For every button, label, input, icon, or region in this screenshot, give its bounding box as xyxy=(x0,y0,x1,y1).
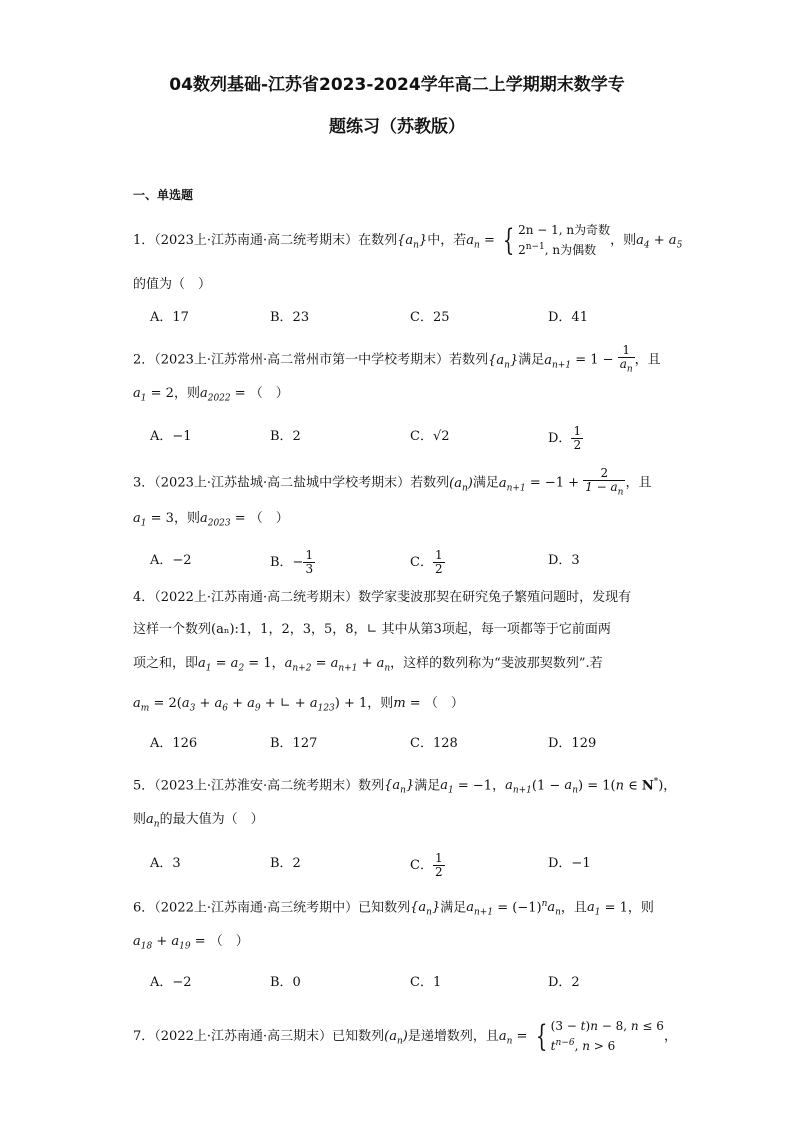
q4-option-d[interactable]: D．129 xyxy=(548,736,597,751)
q6-option-d[interactable]: D．2 xyxy=(548,975,580,990)
q4-stem-line4: $a_m = 2(a_3 + a_6 + a_9$ + ∟ + $a_{123}) + 1$，则m = （ ） xyxy=(133,696,464,714)
q5-options xyxy=(0,851,794,879)
q1-stem-line2: 的值为（ ） xyxy=(133,277,212,292)
q5-option-c[interactable]: C． $\frac{1}{2}$ xyxy=(410,851,443,879)
q3-options xyxy=(0,548,794,576)
q3-option-c[interactable]: C． $\frac{1}{2}$ xyxy=(410,548,443,576)
q7-stem: 7．（2022上·江苏南通·高三期末）已知数列$(a_n)$是递增数列，且$a_n$ = { (3 − t)n − 8, n ≤ 6 $t^{n-6}$, n > 6， xyxy=(133,1018,677,1054)
q3-option-d[interactable]: D．3 xyxy=(548,553,580,568)
q2-option-c[interactable]: C．√2 xyxy=(410,429,450,444)
q5-option-d[interactable]: D．−1 xyxy=(548,856,591,871)
q6-option-a[interactable]: A．−2 xyxy=(150,975,192,990)
q3-option-a[interactable]: A．−2 xyxy=(150,553,192,568)
q4-stem-line3: 项之和，即$a_1 = a_2 = 1$，$a_{n+2} = a_{n+1} + a_n$，这样的数列称为“斐波那契数列”.若 xyxy=(133,656,603,674)
q4-stem-line1: 4．（2022上·江苏南通·高二统考期末）数学家斐波那契在研究兔子繁殖问题时，发现有 xyxy=(133,590,632,605)
q2-option-b[interactable]: B．2 xyxy=(270,429,301,444)
q2-stem: 2．（2023上·江苏常州·高二常州市第一中学校考期末）若数列$\{a_n\}$满足$a_{n+1} = 1$ − $\frac{1}{a_n}$ ，且 xyxy=(133,343,661,375)
q2-stem-line2: $a_1 = 2$，则$a_{2022}$ = （ ） xyxy=(133,386,289,404)
q4-options xyxy=(0,732,794,752)
q4-option-b[interactable]: B．127 xyxy=(270,736,318,751)
q6-stem: 6．（2022上·江苏南通·高三统考期中）已知数列$\{a_n\}$满足$a_{n+1} = (-1)^na_n$，且$a_1 = 1$，则 xyxy=(133,899,654,918)
q5-option-b[interactable]: B．2 xyxy=(270,856,301,871)
q1-options xyxy=(0,306,794,326)
q3-option-b[interactable]: B．− $\frac{1}{3}$ xyxy=(270,548,314,576)
q4-option-c[interactable]: C．128 xyxy=(410,736,458,751)
q5-stem-line2: 则$a_n$的最大值为（ ） xyxy=(133,812,264,830)
q5-stem: 5．（2023上·江苏淮安·高二统考期末）数列$\{a_n\}$满足$a_1 = -1$，$a_{n+1}(1 - a_n) = 1(n$ ∈ N*)， xyxy=(133,777,677,796)
q2-option-d[interactable]: D． $\frac{1}{2}$ xyxy=(548,424,582,452)
q6-option-b[interactable]: B．0 xyxy=(270,975,301,990)
q3-stem-line2: $a_1 = 3$，则$a_{2023}$ = （ ） xyxy=(133,511,289,529)
q3-stem: 3．（2023上·江苏盐城·高二盐城中学校考期末）若数列$(a_n)$满足$a_{n+1} = -1$ + $\frac{2}{1 - a_n}$ ，且 xyxy=(133,466,652,498)
q6-option-c[interactable]: C．1 xyxy=(410,975,442,990)
q6-stem-line2: $a_{18} + a_{19}$ = （ ） xyxy=(133,934,249,952)
q5-option-a[interactable]: A．3 xyxy=(150,856,181,871)
q1-option-b[interactable]: B．23 xyxy=(270,310,310,325)
section-heading: 一、单选题 xyxy=(133,188,194,202)
q2-option-a[interactable]: A．−1 xyxy=(150,429,192,444)
q1-option-c[interactable]: C．25 xyxy=(410,310,450,325)
q1-option-a[interactable]: A．17 xyxy=(150,310,189,325)
q2-options xyxy=(0,424,794,452)
doc-title-line1: 04数列基础-江苏省2023-2024学年高二上学期期末数学专 xyxy=(169,75,625,95)
q1-option-d[interactable]: D．41 xyxy=(548,310,588,325)
q4-stem-line2: 这样一个数列(aₙ):1，1，2，3，5，8，∟ 其中从第3项起，每一项都等于它前面两 xyxy=(133,622,611,637)
doc-title-line2: 题练习（苏教版） xyxy=(329,117,465,137)
q4-option-a[interactable]: A．126 xyxy=(150,736,198,751)
q1-stem: 1．（2023上·江苏南通·高二统考期末）在数列$\{a_n\}$中，若$a_n$ = { 2n − 1, n为奇数 $2^{n-1}$, n为偶数，则$a_4 + a_5$ xyxy=(133,222,683,258)
q6-options xyxy=(0,971,794,991)
